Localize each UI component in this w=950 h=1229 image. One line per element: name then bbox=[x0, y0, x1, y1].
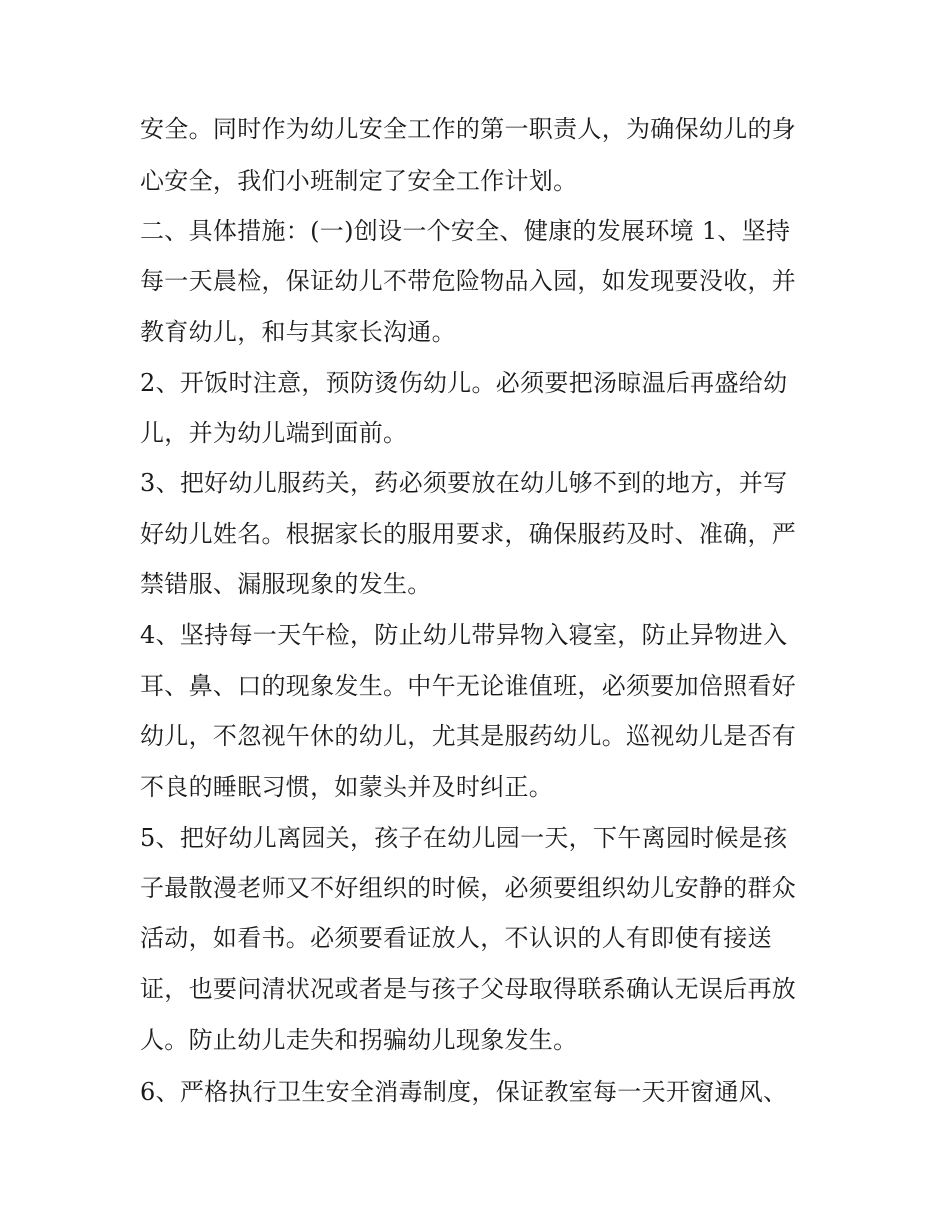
text-line: 子最散漫老师又不好组织的时候，必须要组织幼儿安静的群众 bbox=[140, 874, 797, 902]
text-line: 不良的睡眠习惯，如蒙头并及时纠正。 bbox=[140, 773, 554, 801]
text-line: 活动，如看书。必须要看证放人，不认识的人有即使有接送 bbox=[140, 924, 772, 952]
text-line: 2、开饭时注意，预防烫伤幼儿。必须要把汤晾温后再盛给幼 bbox=[140, 369, 788, 397]
text-line: 6、严格执行卫生安全消毒制度，保证教室每一天开窗通风、 bbox=[140, 1078, 788, 1106]
text-line: 心安全，我们小班制定了安全工作计划。 bbox=[140, 167, 578, 195]
text-line: 每一天晨检，保证幼儿不带危险物品入园，如发现要没收，并 bbox=[140, 267, 797, 295]
text-line: 耳、鼻、口的现象发生。中午无论谁值班，必须要加倍照看好 bbox=[140, 672, 797, 700]
text-line: 好幼儿姓名。根据家长的服用要求，确保服药及时、准确，严 bbox=[140, 520, 797, 548]
text-line: 安全。同时作为幼儿安全工作的第一职责人，为确保幼儿的身 bbox=[140, 115, 797, 143]
text-line: 幼儿，不忽视午休的幼儿，尤其是服药幼儿。巡视幼儿是否有 bbox=[140, 722, 797, 750]
text-line: 禁错服、漏服现象的发生。 bbox=[140, 570, 432, 598]
text-line: 4、坚持每一天午检，防止幼儿带异物入寝室，防止异物进入 bbox=[140, 621, 788, 649]
text-line: 证，也要问清状况或者是与孩子父母取得联系确认无误后再放 bbox=[140, 975, 797, 1003]
text-line: 二、具体措施：(一)创设一个安全、健康的发展环境 1、坚持 bbox=[140, 217, 791, 245]
text-line: 3、把好幼儿服药关，药必须要放在幼儿够不到的地方，并写 bbox=[140, 469, 788, 497]
text-line: 5、把好幼儿离园关，孩子在幼儿园一天，下午离园时候是孩 bbox=[140, 824, 788, 852]
text-line: 教育幼儿，和与其家长沟通。 bbox=[140, 318, 456, 346]
text-line: 人。防止幼儿走失和拐骗幼儿现象发生。 bbox=[140, 1026, 578, 1054]
text-line: 儿，并为幼儿端到面前。 bbox=[140, 419, 408, 447]
